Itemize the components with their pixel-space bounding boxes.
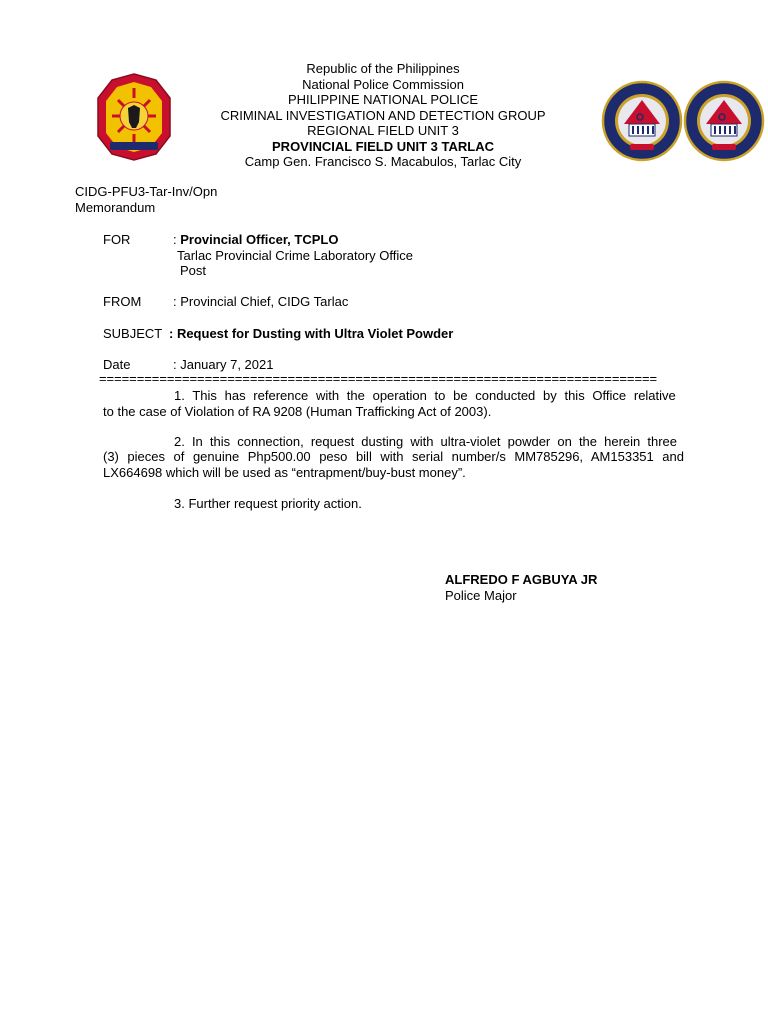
- paragraph-2-line-2: (3) pieces of genuine Php500.00 peso bill with serial number/s MM785296, AM153351 and: [103, 449, 684, 464]
- paragraph-1-line-2: to the case of Violation of RA 9208 (Human Trafficking Act of 2003).: [103, 404, 492, 419]
- signatory-name: ALFREDO F AGBUYA JR: [445, 572, 598, 587]
- header-address: Camp Gen. Francisco S. Macabulos, Tarlac City: [244, 154, 522, 169]
- subject-label: SUBJECT: [103, 326, 163, 341]
- document-type: Memorandum: [75, 200, 156, 215]
- paragraph-3: 3. Further request priority action.: [174, 496, 362, 511]
- for-office: Tarlac Provincial Crime Laboratory Office: [177, 248, 414, 263]
- date-value: : January 7, 2021: [173, 357, 274, 372]
- for-recipient: Provincial Officer, TCPLO: [180, 232, 339, 247]
- for-colon: :: [173, 232, 177, 247]
- header-pfu: PROVINCIAL FIELD UNIT 3 TARLAC: [272, 139, 494, 154]
- reference-code: CIDG-PFU3-Tar-Inv/Opn: [75, 184, 218, 199]
- header-napolcom: National Police Commission: [302, 77, 464, 92]
- subject-value: : Request for Dusting with Ultra Violet Powder: [169, 326, 454, 341]
- date-label: Date: [103, 357, 131, 372]
- cidg-seal-logo-duplicate: [678, 80, 768, 162]
- for-post: Post: [180, 263, 207, 278]
- for-value: [173, 232, 338, 247]
- separator-line: ==========================================================================: [99, 373, 658, 385]
- header-republic: Republic of the Philippines: [306, 61, 460, 76]
- from-label: FROM: [103, 294, 142, 309]
- signatory-rank: Police Major: [445, 588, 517, 603]
- header-rfu: REGIONAL FIELD UNIT 3: [307, 123, 459, 138]
- paragraph-2-line-1: 2. In this connection, request dusting with ultra-violet powder on the herein three: [174, 434, 677, 449]
- for-label: FOR: [103, 232, 131, 247]
- header-cidg: CRIMINAL INVESTIGATION AND DETECTION GROUP: [220, 108, 546, 123]
- paragraph-1-line-1: 1. This has reference with the operation to be conducted by this Office relative: [174, 388, 676, 403]
- from-value: : Provincial Chief, CIDG Tarlac: [173, 294, 349, 309]
- paragraph-2-line-3: LX664698 which will be used as “entrapment/buy-bust money”.: [103, 465, 466, 480]
- header-pnp: PHILIPPINE NATIONAL POLICE: [288, 92, 478, 107]
